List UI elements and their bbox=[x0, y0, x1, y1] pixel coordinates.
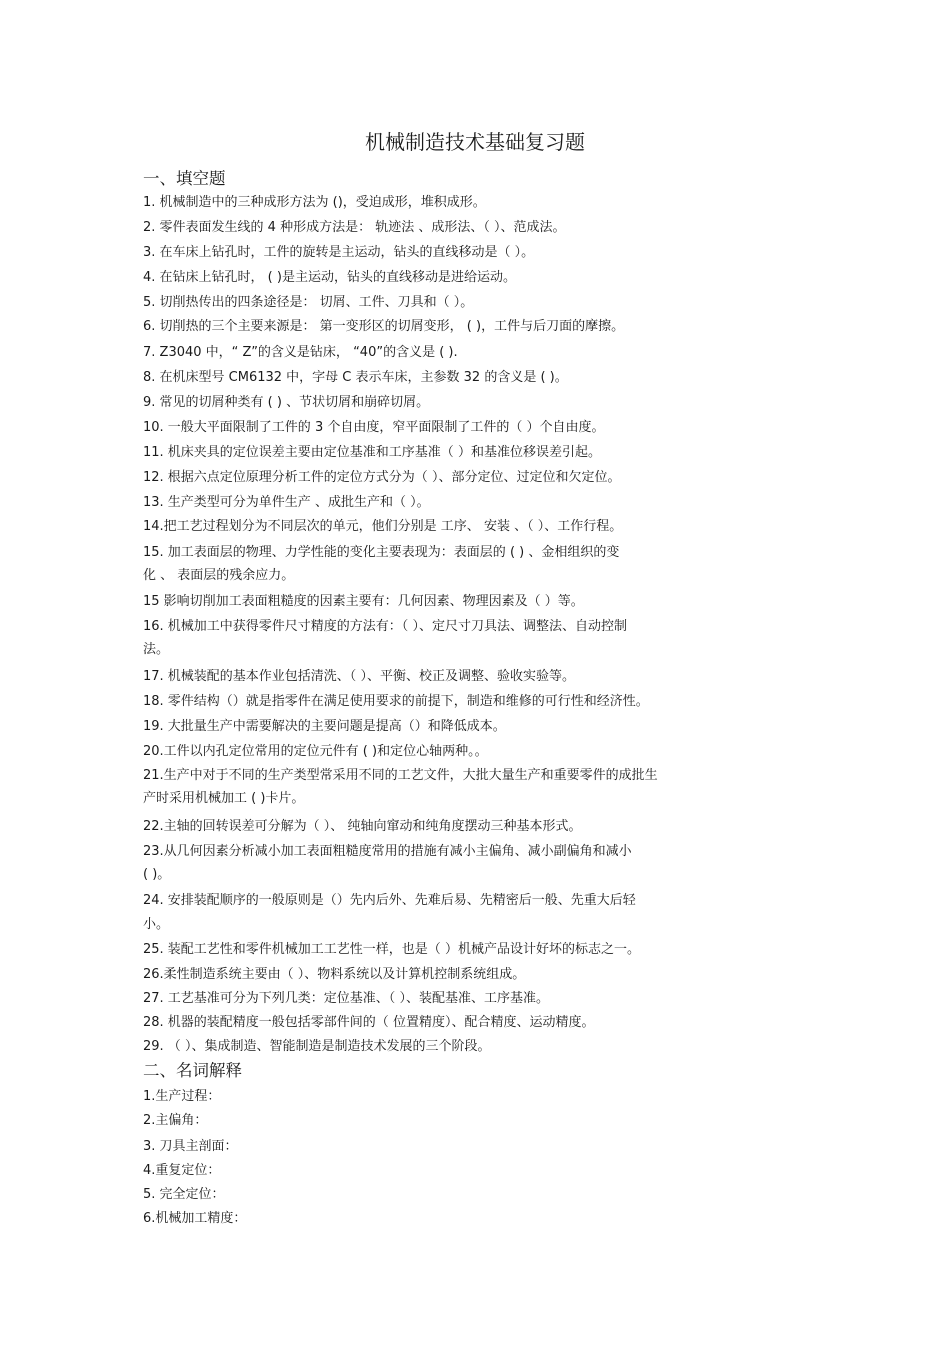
term-line: 3. 刀具主剖面： bbox=[143, 1139, 238, 1154]
question-line: 2. 零件表面发生线的 4 种形成方法是： 轨迹法 、成形法、（ ）、范成法。 bbox=[143, 220, 566, 235]
question-line: 18. 零件结构（）就是指零件在满足使用要求的前提下，制造和维修的可行性和经济性。 bbox=[143, 694, 649, 709]
question-line: 产时采用机械加工 ( )卡片。 bbox=[143, 791, 305, 806]
term-line: 1.生产过程： bbox=[143, 1089, 221, 1104]
question-line: 5. 切削热传出的四条途径是： 切屑、工件、刀具和（ ）。 bbox=[143, 295, 474, 310]
question-line: 10. 一般大平面限制了工件的 3 个自由度，窄平面限制了工件的（ ）个自由度。 bbox=[143, 420, 605, 435]
question-line: 24. 安排装配顺序的一般原则是（）先内后外、先难后易、先精密后一般、先重大后轻 bbox=[143, 893, 636, 908]
question-line: 14.把工艺过程划分为不同层次的单元，他们分别是 工序、 安装 、（ ）、工作行程。 bbox=[143, 519, 623, 534]
question-line: 12. 根据六点定位原理分析工件的定位方式分为（ ）、部分定位、过定位和欠定位。 bbox=[143, 470, 621, 485]
question-line: 13. 生产类型可分为单件生产 、成批生产和（ ）。 bbox=[143, 495, 430, 510]
question-line: 8. 在机床型号 CM6132 中，字母 C 表示车床，主参数 32 的含义是 ( )。 bbox=[143, 370, 568, 385]
term-line: 5. 完全定位： bbox=[143, 1187, 225, 1202]
document-title: 机械制造技术基础复习题 bbox=[365, 130, 585, 154]
question-line: 19. 大批量生产中需要解决的主要问题是提高（）和降低成本。 bbox=[143, 719, 506, 734]
question-line: 法。 bbox=[143, 642, 170, 657]
term-line: 6.机械加工精度： bbox=[143, 1211, 247, 1226]
question-line: 22.主轴的回转误差可分解为（ ）、 纯轴向窜动和纯角度摆动三种基本形式。 bbox=[143, 819, 582, 834]
question-line: 7. Z3040 中，“ Z”的含义是钻床， “40”的含义是 ( ). bbox=[143, 345, 458, 360]
question-line: 6. 切削热的三个主要来源是： 第一变形区的切屑变形， ( )，工件与后刀面的摩擦。 bbox=[143, 319, 625, 334]
question-line: 15. 加工表面层的物理、力学性能的变化主要表现为：表面层的 ( ) 、金相组织的变 bbox=[143, 545, 620, 560]
question-line: 23.从几何因素分析减小加工表面粗糙度常用的措施有减小主偏角、减小副偏角和减小 bbox=[143, 844, 632, 859]
question-line: 小。 bbox=[143, 917, 170, 932]
question-line: 16. 机械加工中获得零件尺寸精度的方法有：（ ）、定尺寸刀具法、调整法、自动控制 bbox=[143, 619, 627, 634]
question-line: 化 、 表面层的残余应力。 bbox=[143, 568, 295, 583]
question-line: 1. 机械制造中的三种成形方法为 ()，受迫成形，堆积成形。 bbox=[143, 195, 486, 210]
section-heading: 一、填空题 bbox=[143, 169, 226, 188]
question-line: 29. （ ）、集成制造、智能制造是制造技术发展的三个阶段。 bbox=[143, 1039, 491, 1054]
question-line: 9. 常见的切屑种类有 ( ) 、节状切屑和崩碎切屑。 bbox=[143, 395, 430, 410]
question-line: 20.工件以内孔定位常用的定位元件有 ( )和定位心轴两种。。 bbox=[143, 744, 488, 759]
term-line: 4.重复定位： bbox=[143, 1163, 221, 1178]
section-heading: 二、名词解释 bbox=[143, 1061, 242, 1080]
question-line: 3. 在车床上钻孔时，工件的旋转是主运动，钻头的直线移动是（ ）。 bbox=[143, 245, 535, 260]
question-line: 17. 机械装配的基本作业包括清洗、（ ）、平衡、校正及调整、验收实验等。 bbox=[143, 669, 575, 684]
question-line: 21.生产中对于不同的生产类型常采用不同的工艺文件，大批大量生产和重要零件的成批生 bbox=[143, 768, 658, 783]
question-line: 25. 装配工艺性和零件机械加工工艺性一样，也是（ ）机械产品设计好坏的标志之一。 bbox=[143, 942, 640, 957]
question-line: 27. 工艺基准可分为下列几类：定位基准、（ ）、装配基准、工序基准。 bbox=[143, 991, 549, 1006]
question-line: 4. 在钻床上钻孔时， ( )是主运动，钻头的直线移动是进给运动。 bbox=[143, 270, 516, 285]
question-line: 28. 机器的装配精度一般包括零部件间的（ 位置精度）、配合精度、运动精度。 bbox=[143, 1015, 595, 1030]
question-line: 26.柔性制造系统主要由（ ）、物料系统以及计算机控制系统组成。 bbox=[143, 967, 526, 982]
question-line: 11. 机床夹具的定位误差主要由定位基准和工序基准（ ）和基准位移误差引起。 bbox=[143, 445, 601, 460]
question-line: ( )。 bbox=[143, 867, 171, 882]
term-line: 2.主偏角： bbox=[143, 1113, 208, 1128]
question-line: 15 影响切削加工表面粗糙度的因素主要有：几何因素、物理因素及（ ）等。 bbox=[143, 594, 584, 609]
